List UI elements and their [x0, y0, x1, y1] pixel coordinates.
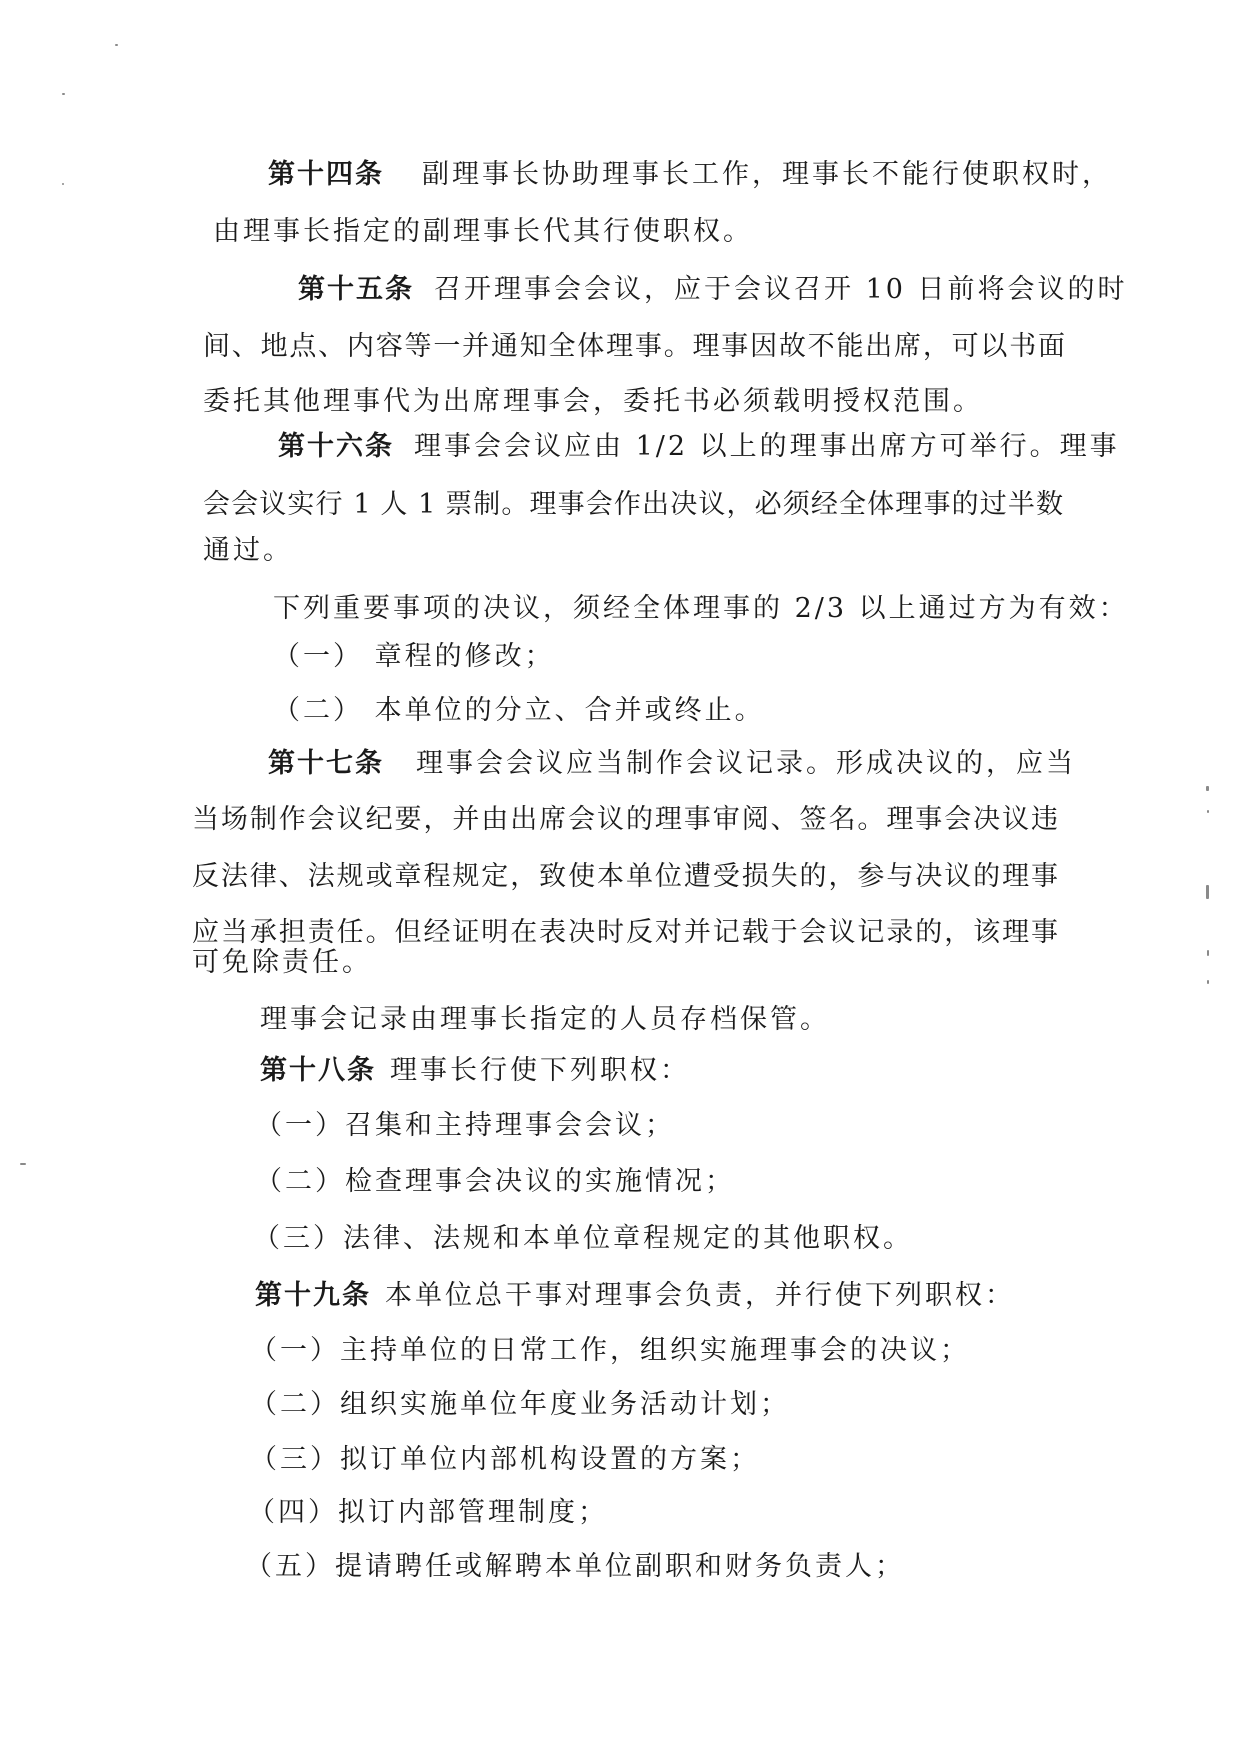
- scan-speck: [20, 1163, 26, 1165]
- article-15-line-1: [298, 273, 1128, 307]
- article-17-line-4: 应当承担责任。但经证明在表决时反对并记载于会议记录的，该理事: [192, 917, 1058, 948]
- article-17-text: 理事会会议应当制作会议记录。形成决议的，应当: [416, 748, 1076, 779]
- article-18-item-3: （三）法律、法规和本单位章程规定的其他职权。: [253, 1223, 913, 1254]
- scan-speck: [62, 183, 64, 185]
- article-15-heading: 第十五条: [298, 274, 414, 305]
- article-19-item-5: （五）提请聘任或解聘本单位副职和财务负责人；: [245, 1551, 905, 1582]
- article-19-line-1: [255, 1279, 1015, 1313]
- article-19-heading: 第十九条: [255, 1280, 371, 1311]
- article-14-line-1: [268, 158, 1112, 192]
- article-19-item-1: （一）主持单位的日常工作，组织实施理事会的决议；: [250, 1335, 970, 1366]
- article-14-line-2: 由理事长指定的副理事长代其行使职权。: [213, 216, 753, 247]
- article-16-para-2: 下列重要事项的决议，须经全体理事的 2/3 以上通过方为有效：: [273, 593, 1129, 624]
- article-18-item-2: （二）检查理事会决议的实施情况；: [255, 1166, 735, 1197]
- scan-speck: [1207, 810, 1209, 813]
- article-16-item-1: （一） 章程的修改；: [273, 641, 555, 672]
- article-17-line-1: [268, 747, 1076, 781]
- article-18-text: 理事长行使下列职权：: [390, 1055, 690, 1086]
- article-15-line-2: 间、地点、内容等一并通知全体理事。理事因故不能出席，可以书面: [203, 331, 1065, 362]
- article-15-text: 召开理事会会议，应于会议召开 10 日前将会议的时: [434, 274, 1128, 305]
- article-18-item-1: （一）召集和主持理事会会议；: [255, 1110, 675, 1141]
- article-19-item-3: （三）拟订单位内部机构设置的方案；: [250, 1444, 760, 1475]
- article-16-heading: 第十六条: [278, 431, 394, 462]
- article-15-line-3: 委托其他理事代为出席理事会，委托书必须载明授权范围。: [203, 386, 983, 417]
- scan-speck: [1206, 786, 1209, 791]
- scan-speck: [115, 44, 118, 46]
- article-16-line-1: [278, 430, 1120, 464]
- scan-speck: [62, 93, 65, 95]
- article-18-line-1: [260, 1054, 690, 1088]
- scan-speck: [1207, 980, 1209, 984]
- article-16-line-2: 会会议实行 1 人 1 票制。理事会作出决议，必须经全体理事的过半数: [203, 489, 1063, 520]
- article-19-item-2: （二）组织实施单位年度业务活动计划；: [250, 1389, 790, 1420]
- article-16-line-3: 通过。: [203, 535, 293, 566]
- article-19-item-4: （四）拟订内部管理制度；: [248, 1497, 608, 1528]
- article-17-para-2: 理事会记录由理事长指定的人员存档保管。: [260, 1004, 830, 1035]
- article-17-line-3: 反法律、法规或章程规定，致使本单位遭受损失的，参与决议的理事: [192, 861, 1058, 892]
- article-14-text: 副理事长协助理事长工作，理事长不能行使职权时，: [422, 159, 1112, 190]
- article-14-heading: 第十四条: [268, 159, 384, 190]
- article-16-item-2: （二） 本单位的分立、合并或终止。: [273, 695, 765, 726]
- article-18-heading: 第十八条: [260, 1055, 376, 1086]
- scan-speck: [1206, 885, 1209, 899]
- article-19-text: 本单位总干事对理事会负责，并行使下列职权：: [385, 1280, 1015, 1311]
- article-16-text: 理事会会议应由 1/2 以上的理事出席方可举行。理事: [414, 431, 1120, 462]
- article-17-heading: 第十七条: [268, 748, 384, 779]
- article-17-line-5: 可免除责任。: [192, 947, 372, 978]
- article-17-line-2: 当场制作会议纪要，并由出席会议的理事审阅、签名。理事会决议违: [192, 804, 1058, 835]
- scan-speck: [1207, 950, 1209, 956]
